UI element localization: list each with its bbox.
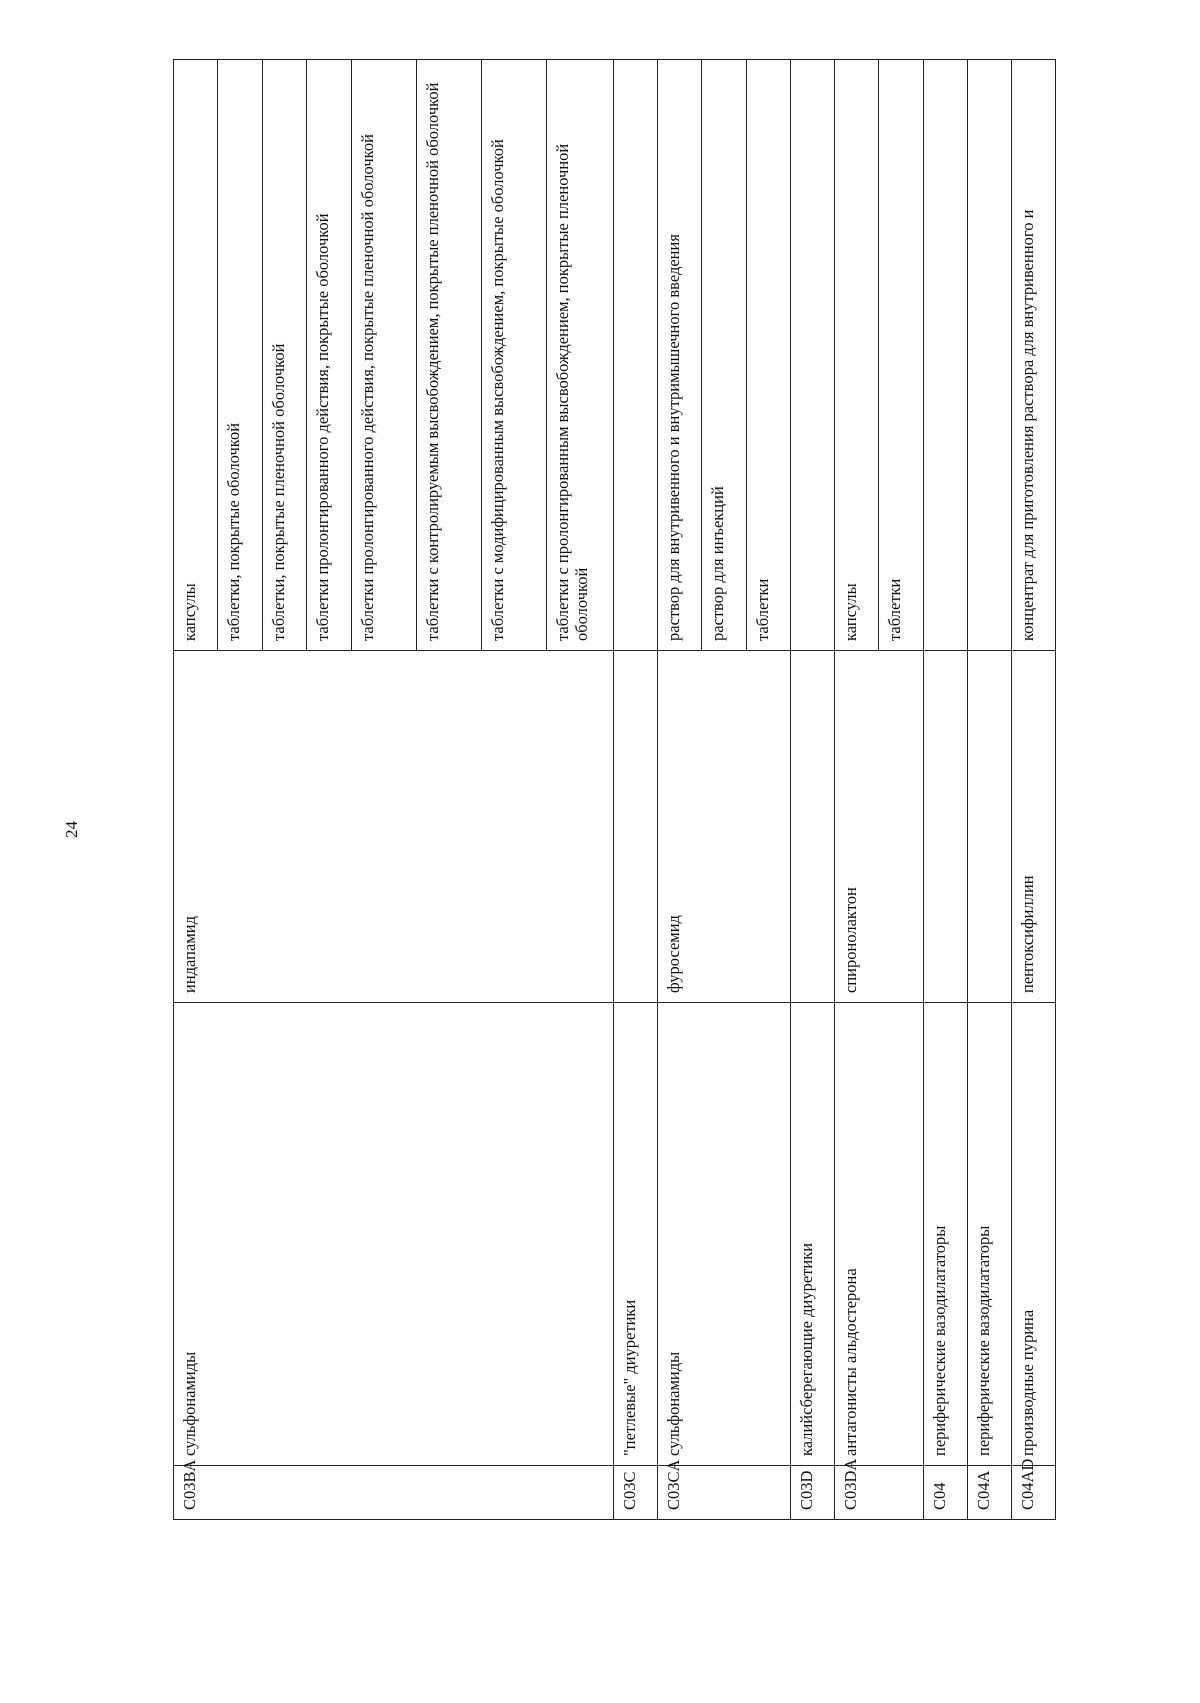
table-row (924, 60, 968, 1520)
group-cell: периферические вазодилататоры (924, 1003, 968, 1466)
form-cell: капсулы (174, 60, 218, 651)
code-cell: C03DA (835, 1466, 924, 1520)
form-cell: капсулы (835, 60, 879, 651)
group-cell: "петлевые" диуретики (614, 1003, 658, 1466)
form-cell: таблетки, покрытые оболочкой (218, 60, 263, 651)
form-cell: раствор для внутривенного и внутримышечного введения (658, 60, 702, 651)
group-cell: антагонисты альдостерона (835, 1003, 924, 1466)
form-cell: таблетки с пролонгированным высвобождением, покрытые пленочной оболочкой (547, 60, 614, 651)
page-number: 24 (62, 821, 81, 838)
form-cell: таблетки пролонгированного действия, покрытые оболочкой (307, 60, 352, 651)
drug-cell: фуросемид (658, 651, 791, 1003)
code-cell: C04AD (1012, 1466, 1056, 1520)
form-cell: таблетки с контролируемым высвобождением, покрытые пленочной оболочкой (417, 60, 482, 651)
form-cell: таблетки (879, 60, 924, 651)
drug-cell (968, 651, 1012, 1003)
group-cell: производные пурина (1012, 1003, 1056, 1466)
drug-cell (924, 651, 968, 1003)
group-cell: периферические вазодилататоры (968, 1003, 1012, 1466)
drug-table (173, 59, 1056, 1520)
table-row (791, 60, 835, 1520)
group-cell: калийсберегающие диуретики (791, 1003, 835, 1466)
table-row (614, 60, 658, 1520)
code-cell: C04 (924, 1466, 968, 1520)
form-cell (924, 60, 968, 651)
form-cell: раствор для инъекций (702, 60, 747, 651)
form-cell: таблетки (747, 60, 791, 651)
form-cell (968, 60, 1012, 651)
table-row (174, 60, 218, 1520)
code-cell: C04A (968, 1466, 1012, 1520)
table-row (658, 60, 702, 1520)
form-cell (791, 60, 835, 651)
drug-cell (614, 651, 658, 1003)
code-cell: C03C (614, 1466, 658, 1520)
form-cell (614, 60, 658, 651)
drug-cell: пентоксифиллин (1012, 651, 1056, 1003)
group-cell: сульфонамиды (174, 1003, 614, 1466)
code-cell: C03CA (658, 1466, 791, 1520)
form-cell: таблетки, покрытые пленочной оболочкой (263, 60, 307, 651)
group-cell: сульфонамиды (658, 1003, 791, 1466)
drug-cell: спиронолактон (835, 651, 924, 1003)
table-row (1012, 60, 1056, 1520)
drug-table-container (173, 60, 1055, 1520)
form-cell: таблетки пролонгированного действия, покрытые пленочной оболочкой (352, 60, 417, 651)
code-cell: C03BA (174, 1466, 614, 1520)
drug-cell: индапамид (174, 651, 614, 1003)
table-row (968, 60, 1012, 1520)
drug-cell (791, 651, 835, 1003)
table-row (835, 60, 879, 1520)
form-cell: таблетки с модифицированным высвобождением, покрытые оболочкой (482, 60, 547, 651)
form-cell: концентрат для приготовления раствора для внутривенного и (1012, 60, 1056, 651)
code-cell: C03D (791, 1466, 835, 1520)
